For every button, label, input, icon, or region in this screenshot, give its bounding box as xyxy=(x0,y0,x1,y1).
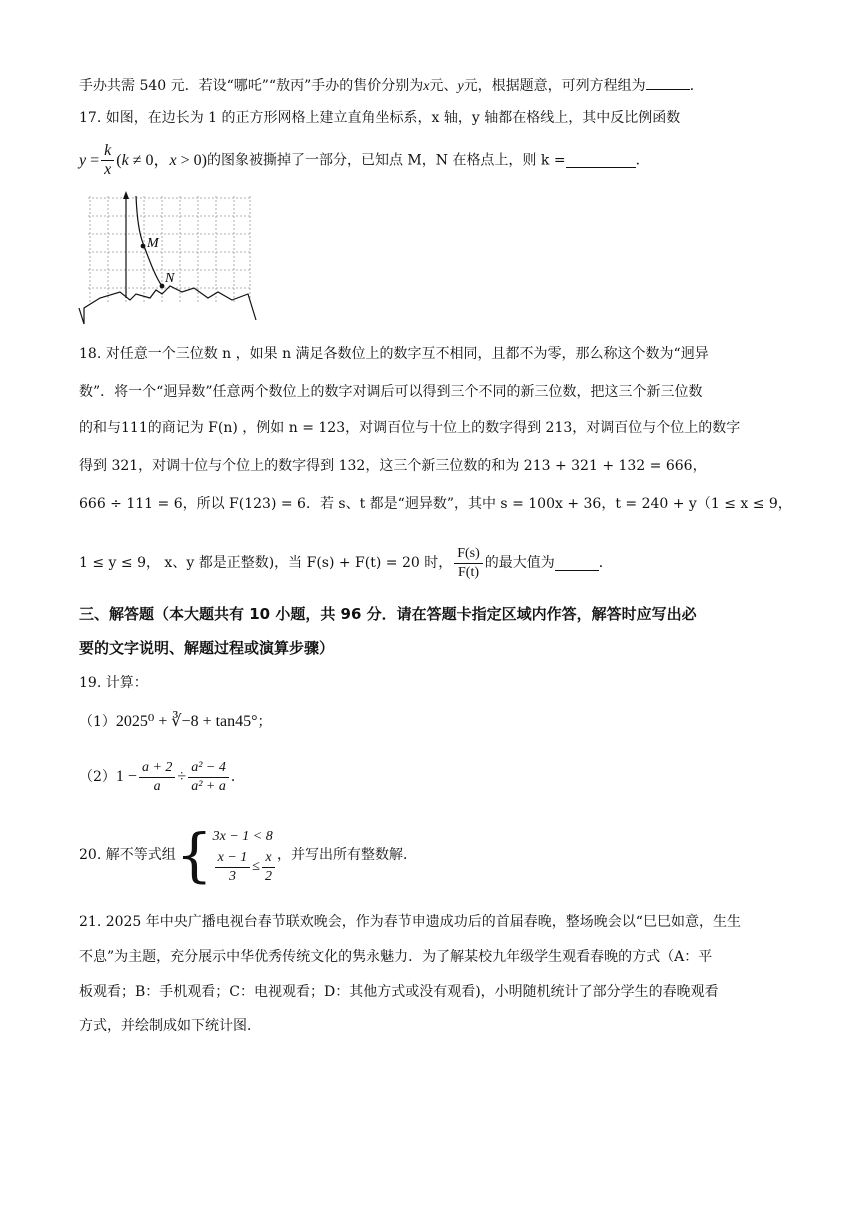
q20-lead: 20. 解不等式组 xyxy=(79,847,176,863)
q20-tail: ，并写出所有整数解． xyxy=(276,847,417,863)
label-N: N xyxy=(165,271,175,286)
q16-tail-line xyxy=(79,75,704,97)
q21-line4: 方式，并绘制成如下统计图． xyxy=(79,1018,261,1034)
q21-line3: 板观看；B：手机观看；C：电视观看；D：其他方式或没有观看)，小明随机统计了部分学生的春晚观看 xyxy=(79,984,719,1000)
var-y: y xyxy=(457,79,464,94)
q20-system xyxy=(213,825,277,886)
q19-p2-lead: 1 − xyxy=(115,768,137,785)
q20-line xyxy=(79,818,417,892)
q18-line1 xyxy=(79,344,781,364)
q18-line4: 得到 321，对调十位与个位上的数字得到 132，这三个新三位数的和为 213 + 321 + 132 = 666， xyxy=(79,458,707,474)
q19-frac1: $\frac{a + 2}{a}$ xyxy=(139,759,175,796)
point-M xyxy=(141,244,146,249)
q19-p1-expr: 2025⁰ + ∛−8 + tan45° xyxy=(115,713,258,730)
q18-line2: 数”．将一个“迥异数”任意两个数位上的数字对调后可以得到三个不同的新三位数，把这三个新三位数 xyxy=(79,384,703,400)
q19-p2-end: ． xyxy=(230,769,245,785)
answer-blank-17[interactable] xyxy=(566,153,636,168)
q19-p1-label: （1） xyxy=(79,714,116,730)
q17-line2 xyxy=(79,142,650,178)
q16-text: 手办共需 540 元．若设“哪吒”“敖丙”手办的售价分别为 xyxy=(79,78,424,94)
q18-end: ． xyxy=(598,555,613,571)
q21-line1: 21. 2025 年中央广播电视台春节联欢晚会，作为春节申遗成功后的首届春晚，整场晚会以“巳巳如意，生生 xyxy=(79,914,741,930)
q19-p2-label: （2） xyxy=(79,769,116,785)
label-M: M xyxy=(147,236,159,251)
answer-blank-16[interactable] xyxy=(646,75,690,90)
answer-blank-18[interactable] xyxy=(555,556,599,571)
y-axis-arrow-icon xyxy=(123,191,129,199)
q18-fraction xyxy=(454,545,483,582)
var-x: x xyxy=(423,79,430,94)
q20-ineq1: 3x − 1 < 8 xyxy=(212,828,273,844)
q17-function: y = $\frac{k}{x}$ ( k ≠ 0， x > 0) xyxy=(79,142,207,178)
section3-heading-line1: 三、解答题（本大题共有 10 小题，共 96 分．请在答题卡指定区域内作答，解答时应写出必 xyxy=(79,605,697,623)
q16-text2: 元，根据题意，可列方程组为 xyxy=(463,78,646,94)
q17-text: 的图象被撕掉了一部分，已知点 M，N 在格点上，则 k = xyxy=(206,152,566,169)
section3-heading-line2: 要的文字说明、解题过程或演算步骤） xyxy=(79,639,335,657)
q18-line3: 的和与111的商记为 F(n) ，例如 n = 123，对调百位与十位上的数字得到 213，对调百位与个位上的数字 xyxy=(79,420,741,436)
q17-end: ． xyxy=(635,152,650,169)
q18-l1: 18. 对任意一个三位数 n ，如果 n 满足各数位上的数字互不相同，且都不为零，那么称这个数为“迥异 xyxy=(79,346,709,362)
q16-end: ． xyxy=(689,78,704,94)
q19-title: 19. 计算： xyxy=(79,675,148,691)
q19-div: ÷ xyxy=(177,768,187,785)
q16-unit: 元、 xyxy=(429,78,458,94)
q19-p1-end: ； xyxy=(257,714,272,730)
q18-line6 xyxy=(79,540,613,586)
q18-line5: 666 ÷ 111 = 6，所以 F(123) = 6．若 s、t 都是“迥异数”，其中 s = 100x + 36，t = 240 + y（1 ≤ x ≤ 9， xyxy=(79,496,792,512)
q18-l6b: 的最大值为 xyxy=(484,555,555,571)
q21-line2: 不息”为主题，充分展示中华优秀传统文化的隽永魅力．为了解某校九年级学生观看春晚的方式（A：平 xyxy=(79,949,713,965)
q18-l6a: 1 ≤ y ≤ 9， x、y 都是正整数)，当 F(s) + F(t) = 20 时， xyxy=(79,555,453,571)
torn-edge xyxy=(79,286,256,324)
frac-den: F(t) xyxy=(458,564,479,580)
q19-part1 xyxy=(79,712,272,732)
q19-frac2: $\frac{\text{a² − 4}}{\text{a² + a}}$ xyxy=(188,759,229,796)
frac-num: F(s) xyxy=(454,545,483,564)
q19-part2 xyxy=(79,754,245,800)
q17-grid-figure xyxy=(76,190,262,330)
q17-line1: 17. 如图，在边长为 1 的正方形网格上建立直角坐标系，x 轴，y 轴都在格线上，其中反比例函数 xyxy=(79,110,681,126)
q20-ineq2: $\frac{x - 1}{3}$ ≤ $\frac{x}{2}$ xyxy=(213,849,277,886)
grid-lines xyxy=(88,196,250,302)
point-N xyxy=(160,284,165,289)
q20-brace: { xyxy=(175,821,213,889)
